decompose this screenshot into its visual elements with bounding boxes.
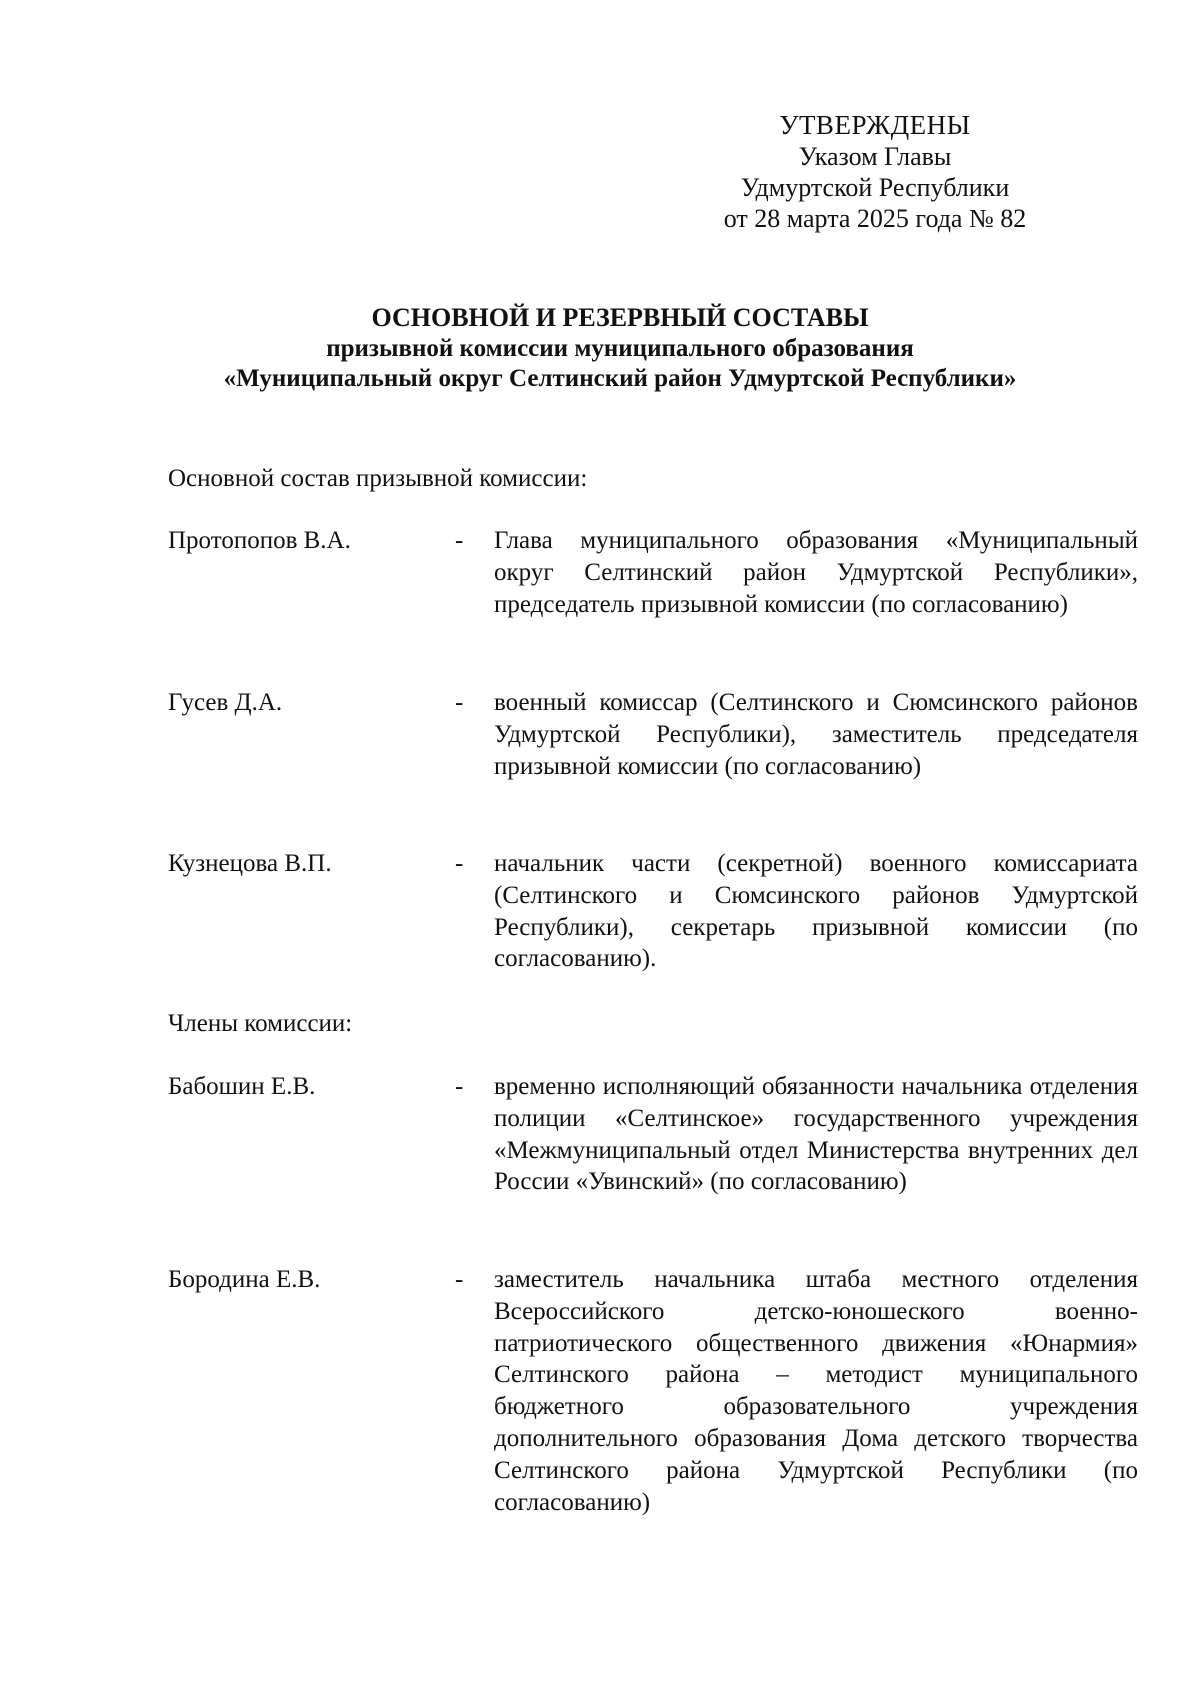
dash-separator: - xyxy=(455,850,464,877)
member-name: Кузнецова В.П. xyxy=(168,850,332,877)
member-role: временно исполняющий обязанности начальника отделения полиции «Селтинское» государственного учреждения «Межмуниципальный отдел Министерства внутренних дел России «Увинский» (по согласованию) xyxy=(494,1073,1138,1196)
member-name: Гусев Д.А. xyxy=(168,689,283,716)
dash-separator: - xyxy=(455,1073,464,1100)
member-role: начальник части (секретной) военного комиссариата (Селтинского и Сюмсинского районов Удмуртской Республики), секретарь призывной комиссии (по согласованию). xyxy=(494,850,1138,973)
document-title-main: ОСНОВНОЙ И РЕЗЕРВНЫЙ СОСТАВЫ xyxy=(371,303,869,332)
approval-stamp xyxy=(690,110,1060,234)
approval-decree: Указом Главы xyxy=(798,142,952,171)
dash-separator: - xyxy=(455,527,464,554)
approval-authority: Удмуртской Республики xyxy=(740,173,1010,202)
member-role: заместитель начальника штаба местного отделения Всероссийского детско-юношеского военно-патриотического общественного движения «Юнармия» Селтинского района – методист муниципального бюджетного образовательного учреждения дополнительного образования Дома детского творчества Селтинского района Удмуртской Республики (по согласованию) xyxy=(494,1266,1138,1516)
member-name: Бабошин Е.В. xyxy=(168,1073,316,1100)
document-title-sub-2: «Муниципальный округ Селтинский район Удмуртской Республики» xyxy=(223,365,1017,392)
approval-date: от 28 марта 2025 года № 82 xyxy=(723,204,1027,233)
dash-separator: - xyxy=(455,689,464,716)
member-name: Протопопов В.А. xyxy=(168,527,351,554)
approval-title: УТВЕРЖДЕНЫ xyxy=(779,110,971,140)
member-role: военный комиссар (Селтинского и Сюмсинского районов Удмуртской Республики), заместитель председателя призывной комиссии (по согласованию) xyxy=(494,689,1138,780)
member-name: Бородина Е.В. xyxy=(168,1266,321,1293)
main-section-heading: Основной состав призывной комиссии: xyxy=(168,465,588,492)
document-title-sub-1: призывной комиссии муниципального образования xyxy=(326,335,914,362)
member-role: Глава муниципального образования «Муниципальный округ Селтинский район Удмуртской Республики», председатель призывной комиссии (по согласованию) xyxy=(494,527,1138,618)
dash-separator: - xyxy=(455,1266,464,1293)
members-section-heading: Члены комиссии: xyxy=(168,1010,353,1037)
document-title xyxy=(150,302,1090,394)
